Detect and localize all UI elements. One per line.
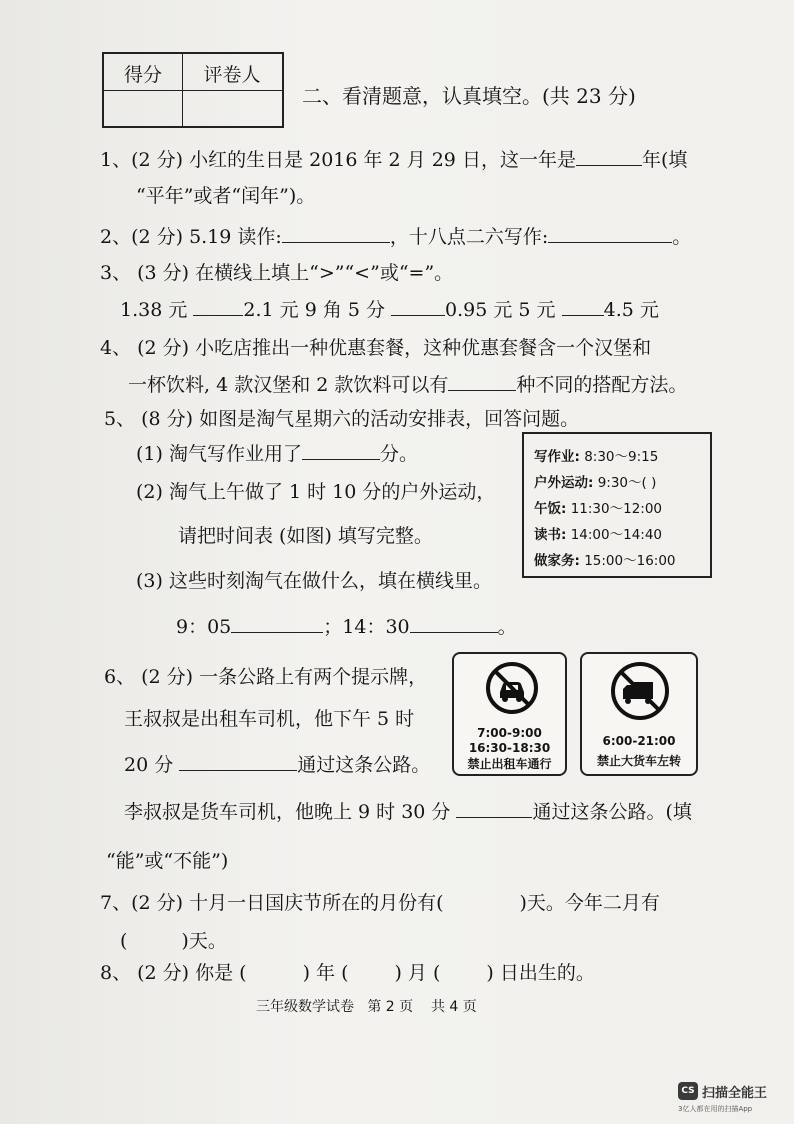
- schedule-row: 读书: 14:00～14:40: [534, 527, 663, 543]
- grader-label: 评卷人: [203, 64, 261, 86]
- sign2-label: 禁止大货车左转: [596, 754, 681, 768]
- schedule-row: 午饭: 11:30～12:00: [534, 501, 663, 517]
- q8-line: 8、 (2 分) 你是 ( ) 年 ( ) 月 ( ) 日出生的。: [100, 962, 595, 984]
- q7-line2: ( )天。: [120, 930, 227, 952]
- camscanner-logo-icon: CS: [678, 1082, 698, 1100]
- q5-blank-minutes[interactable]: [302, 441, 380, 460]
- score-box: [102, 52, 284, 128]
- q5-blank-0905[interactable]: [231, 614, 323, 633]
- q1-blank[interactable]: [576, 147, 642, 166]
- q2-line: 2、(2 分) 5.19 读作: ，十八点二六写作: 。: [100, 226, 692, 248]
- footer: 三年级数学试卷 第 2 页 共 4 页: [256, 999, 477, 1015]
- q6-blank-li[interactable]: [456, 799, 532, 818]
- q3-line2: 1.38 元 2.1 元 9 角 5 分 0.95 元 5 元 4.5 元: [120, 299, 659, 321]
- q3-line1: 3、 (3 分) 在横线上填上“>”“<”或“=”。: [100, 262, 454, 284]
- sign1-label: 禁止出租车通行: [467, 757, 552, 771]
- q3-blank-1[interactable]: [193, 297, 243, 316]
- q4-line1: 4、 (2 分) 小吃店推出一种优惠套餐，这种优惠套餐含一个汉堡和: [100, 337, 652, 359]
- q2-blank-write[interactable]: [548, 224, 672, 243]
- q5-blank-1430[interactable]: [410, 614, 498, 633]
- schedule-row: 户外运动: 9:30～( ): [534, 475, 657, 491]
- q3-blank-3[interactable]: [562, 297, 604, 316]
- q6-line5: “能”或“不能”): [106, 850, 229, 872]
- q1-line2: “平年”或者“闰年”)。: [136, 185, 316, 207]
- no-truck-icon: [609, 660, 671, 722]
- sign1-time1: 7:00-9:00: [477, 726, 542, 740]
- q5-sub2a: (2) 淘气上午做了 1 时 10 分的户外运动，: [136, 481, 496, 503]
- no-taxi-sign: [452, 652, 567, 776]
- q5-sub2b: 请把时间表 (如图) 填写完整。: [178, 525, 433, 547]
- q6-blank-wang[interactable]: [179, 752, 297, 771]
- watermark-sub: 3亿人都在用的扫描App: [678, 1105, 753, 1113]
- q6-line2: 王叔叔是出租车司机，他下午 5 时: [124, 708, 415, 730]
- sign2-time1: 6:00-21:00: [602, 734, 676, 748]
- q6-line1: 6、 (2 分) 一条公路上有两个提示牌，: [104, 666, 428, 688]
- section-title: 二、看清题意，认真填空。(共 23 分): [302, 84, 636, 108]
- q5-sub3: (3) 这些时刻淘气在做什么，填在横线里。: [136, 570, 492, 592]
- no-truck-left-turn-sign: [580, 652, 698, 776]
- q4-blank[interactable]: [448, 372, 516, 391]
- no-taxi-icon: [484, 660, 540, 716]
- q6-line3: 20 分 通过这条公路。: [124, 754, 431, 776]
- q5-sub1: (1) 淘气写作业用了 分。: [136, 443, 418, 465]
- q6-line4: 李叔叔是货车司机，他晚上 9 时 30 分 通过这条公路。(填: [124, 801, 692, 823]
- q4-line2: 一杯饮料, 4 款汉堡和 2 款饮料可以有 种不同的搭配方法。: [128, 374, 688, 396]
- q5-line1: 5、 (8 分) 如图是淘气星期六的活动安排表，回答问题。: [104, 408, 580, 430]
- schedule-row: 写作业: 8:30～9:15: [534, 449, 659, 465]
- watermark-name: 扫描全能王: [702, 1086, 768, 1101]
- sign1-time2: 16:30-18:30: [468, 741, 551, 755]
- q3-blank-2[interactable]: [391, 297, 445, 316]
- q7-line1: 7、(2 分) 十月一日国庆节所在的月份有( )天。今年二月有: [100, 892, 660, 914]
- activity-schedule: [522, 432, 712, 578]
- q1-line1: 1、(2 分) 小红的生日是 2016 年 2 月 29 日，这一年是 年(填: [100, 149, 688, 171]
- score-label: 得分: [123, 64, 162, 86]
- q2-blank-read[interactable]: [282, 224, 390, 243]
- schedule-row: 做家务: 15:00～16:00: [534, 553, 676, 569]
- q5-sub3-blanks: 9：05 ；14：30 。: [176, 616, 517, 638]
